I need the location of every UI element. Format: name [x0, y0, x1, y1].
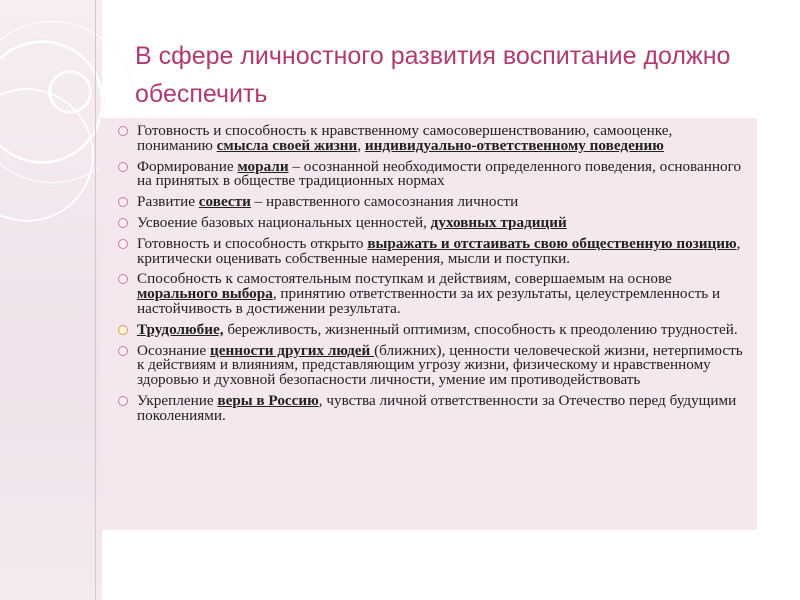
list-item: [116, 391, 747, 424]
bullet-circle-icon: [118, 197, 128, 207]
item-text: Готовность и способность к нравственному самосовершенствованию, самооценке, пониманию: [137, 122, 673, 154]
highlighted-text: ценности других людей: [209, 341, 375, 359]
highlighted-text: веры в Россию: [217, 391, 319, 409]
list-item: [116, 320, 747, 338]
highlighted-text: морали: [237, 157, 289, 175]
content-box: [100, 118, 757, 530]
list-item: [116, 157, 747, 190]
bullet-circle-icon: [118, 239, 128, 249]
item-text: Осознание: [137, 341, 210, 359]
item-text: , принятию ответственности за их результаты, целеустремленность и настойчивость в достижении результата.: [137, 285, 721, 317]
highlighted-text: индивидуально-ответственному поведению: [364, 136, 664, 154]
bullet-list: [100, 118, 757, 424]
item-text: Готовность и способность открыто: [137, 234, 368, 252]
list-item: [116, 234, 747, 267]
bullet-circle-icon: [118, 126, 128, 136]
highlighted-text: совести: [198, 193, 251, 211]
decorative-side-band: [0, 0, 102, 600]
item-text: Укрепление: [137, 391, 218, 409]
bullet-circle-icon: [118, 346, 128, 356]
list-item: [116, 124, 747, 154]
highlighted-text: духовных традиций: [430, 213, 567, 231]
list-item: [116, 213, 747, 231]
slide-title: В сфере личностного развития воспитание должно обеспечить: [135, 42, 731, 108]
bullet-circle-icon: [118, 325, 128, 335]
item-text: – нравственного самосознания личности: [250, 193, 519, 211]
list-item: [116, 341, 747, 389]
highlighted-text: смысла своей жизни: [216, 136, 358, 154]
bullet-circle-icon: [118, 218, 128, 228]
item-text: Формирование: [137, 157, 238, 175]
highlighted-text: выражать и отстаивать свою общественную позицию: [367, 234, 737, 252]
item-text: Способность к самостоятельным поступкам и действиям, совершаемым на основе: [137, 270, 672, 288]
item-text: Усвоение базовых национальных ценностей,: [137, 213, 431, 231]
item-text: бережливость, жизненный оптимизм, способность к преодолению трудностей.: [223, 320, 738, 338]
bullet-circle-icon: [118, 396, 128, 406]
item-text: , критически оценивать собственные намерения, мысли и поступки.: [137, 234, 741, 267]
item-text: ,: [357, 136, 365, 154]
divider: [95, 0, 96, 600]
bullet-circle-icon: [118, 274, 128, 284]
item-text: Развитие: [137, 193, 199, 211]
highlighted-text: морального выбора: [137, 285, 273, 303]
highlighted-text: Трудолюбие,: [137, 320, 224, 338]
list-item: [116, 195, 747, 210]
bullet-circle-icon: [118, 162, 128, 172]
decorative-circle-icon: [48, 70, 92, 114]
item-text: – осознанной необходимости определенного поведения, основанного на принятых в обществе традиционных нормах: [137, 157, 742, 190]
item-text: , чувства личной ответственности за Отечество перед будущими поколениями.: [137, 391, 737, 424]
list-item: [116, 272, 747, 316]
item-text: (ближних), ценности человеческой жизни, нетерпимость к действиям и влияниям, представляющим угрозу жизни, физическому и нравственному здоровью и духовной безопасности личности, умение им противодействовать: [137, 341, 743, 389]
